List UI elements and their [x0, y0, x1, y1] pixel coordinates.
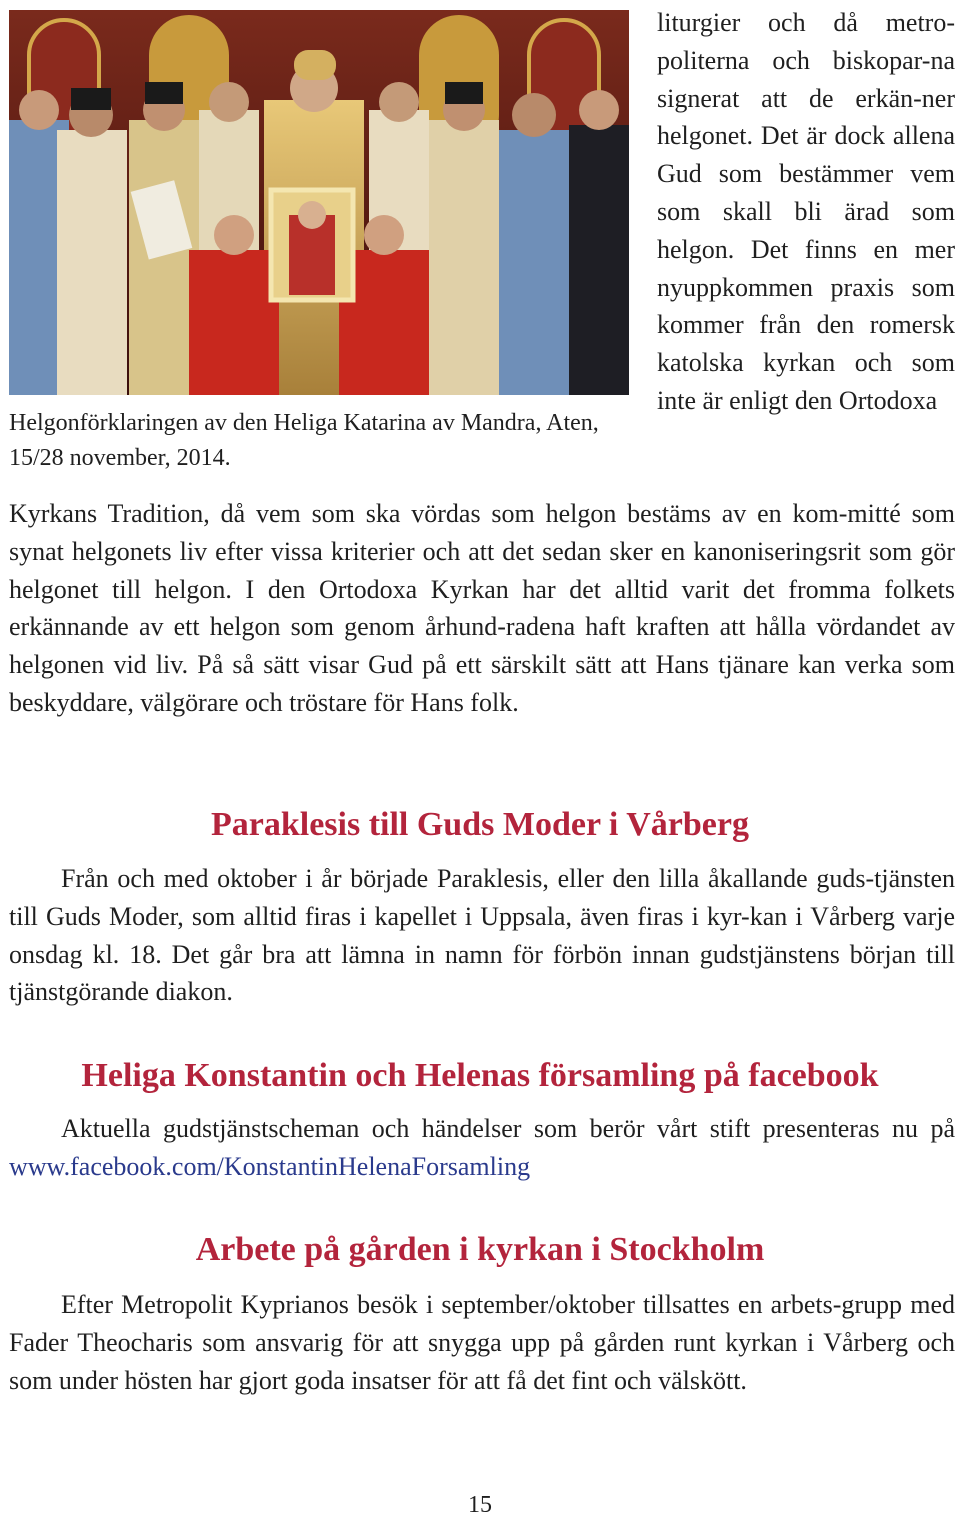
article-continuation: Kyrkans Tradition, då vem som ska vördas som helgon bestäms av en kom-mitté som synat helgonets liv efter vissa kriterier och att det sedan sker en kanoniseringsrit som gör helgonet till helgon. I den Ortodoxa Kyrkan har det alltid varit det fromma folkets erkännande av ett helgon som genom århund-radena haft kraften att hålla vördandet av helgonen vid liv. På så sätt visar Gud på ett särskilt sätt att Hans tjänare kan verka som beskyddare, välgörare och tröstare för Hans folk.	[9, 499, 955, 717]
liturgy-photo	[9, 10, 629, 395]
section-body-paraklesis: Från och med oktober i år började Paraklesis, eller den lilla åkallande guds-tjänsten till Guds Moder, som alltid firas i kapellet i Uppsala, även firas i kyr-kan i Vårberg varje onsdag kl. 18. Det går bra att lämna in namn för förbön innan gudstjänstens början till tjänstgörande diakon.	[9, 864, 955, 1007]
photo-caption: Helgonförklaringen av den Heliga Katarina av Mandra, Aten, 15/28 november, 2014.	[9, 410, 599, 471]
section-body-facebook	[9, 1110, 955, 1186]
liturgy-photo-icon	[9, 10, 629, 395]
article-side-column: liturgier och då metro-politerna och biskopar-na signerat att de erkän-ner helgonet. Det är dock allena Gud som bestämmer vem som skall bli ärad som helgon. Det finns en mer nyuppkommen praxis som kommer från den romersk katolska kyrkan och som inte är enligt den Ortodoxa	[657, 8, 955, 415]
section-heading-arbete: Arbete på gården i kyrkan i Stockholm	[195, 1231, 765, 1268]
page-number: 15	[468, 1492, 492, 1518]
section-heading-facebook: Heliga Konstantin och Helenas församling på facebook	[81, 1057, 879, 1094]
facebook-text: Aktuella gudstjänstscheman och händelser som berör vårt stift presenteras nu på	[61, 1114, 955, 1143]
facebook-link[interactable]: www.facebook.com/KonstantinHelenaForsamling	[9, 1151, 531, 1181]
section-heading-paraklesis: Paraklesis till Guds Moder i Vårberg	[210, 806, 749, 843]
section-body-arbete: Efter Metropolit Kyprianos besök i september/oktober tillsattes en arbets-grupp med Fader Theocharis som ansvarig för att snygga upp på gården runt kyrkan i Vårberg och som under hösten har gjort goda insatser för att få det fint och välskött.	[9, 1290, 955, 1395]
